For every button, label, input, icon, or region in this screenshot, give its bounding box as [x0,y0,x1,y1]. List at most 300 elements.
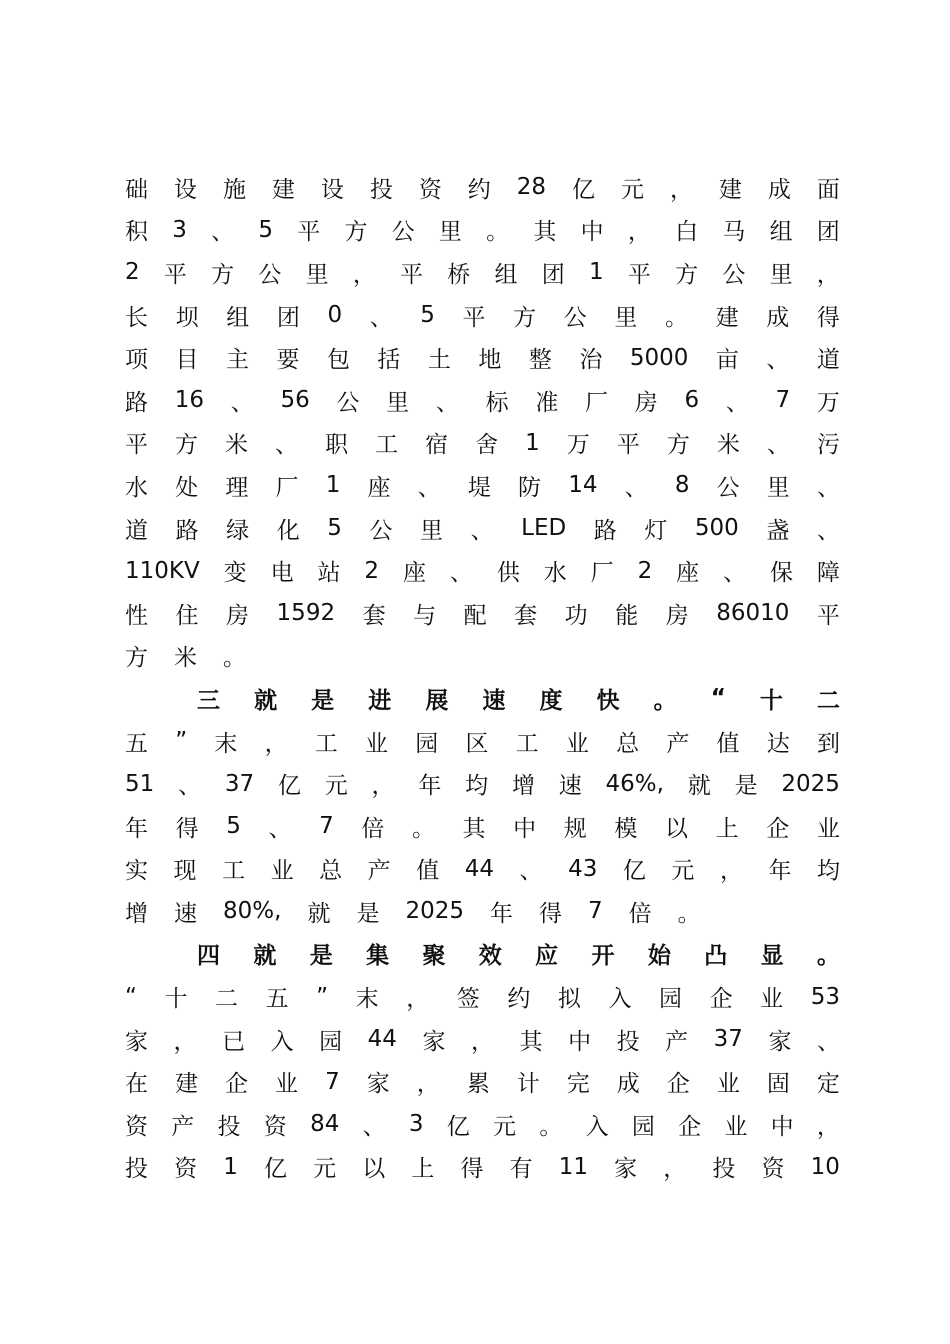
text-token: 模 [614,815,638,842]
text-token: 、 [817,1028,840,1055]
text-token: 资 [174,1156,198,1183]
text-token: 元 [313,1156,337,1183]
text-token: 、 [519,858,543,885]
text-token: 。 [411,815,435,842]
text-token: 资 [761,1156,785,1183]
text-token: 度 [539,687,563,714]
text-token: 家 [768,1028,792,1055]
text-token: 厂 [590,560,614,587]
text-token: ， [371,773,395,800]
text-token: 86010 [716,600,790,627]
text-token: 44 [367,1026,397,1053]
text-line [125,209,840,252]
text-token: 平 [163,261,187,288]
text-token: 职 [325,432,349,459]
text-token: 企 [678,1113,702,1140]
text-token: 盏 [766,517,790,544]
text-token: 值 [716,730,740,757]
text-token: 。 [486,219,510,246]
text-token: 米 [225,432,249,459]
text-token: ， [669,176,693,203]
text-token: 5000 [629,344,689,371]
text-token: 就 [253,943,277,970]
text-token: 组 [226,304,250,331]
text-token: 7 [325,1068,340,1095]
text-token: 5 [226,813,241,840]
text-token: 、 [766,432,790,459]
text-token: 2 [637,557,653,584]
text-token: 二 [215,986,239,1013]
text-token: 面 [816,176,840,203]
text-token: 投 [369,176,393,203]
text-token: 得 [538,900,562,927]
text-token: 其 [462,815,486,842]
text-token: 水 [125,474,148,501]
text-token: 企 [225,1071,249,1098]
text-line [125,720,840,763]
text-token: 亩 [715,347,739,374]
text-token: 。 [223,645,246,672]
text-token: 就 [687,773,711,800]
text-token: 房 [634,389,658,416]
text-token: 平 [616,432,640,459]
text-token: 房 [665,602,689,629]
text-token: ， [173,1028,197,1055]
text-token: 园 [659,986,683,1013]
text-token: 、 [417,474,441,501]
text-token: 末 [355,986,379,1013]
text-token: 与 [413,602,437,629]
text-token: 2 [364,557,380,584]
text-token: 家 [125,1028,148,1055]
text-token: 累 [466,1071,490,1098]
text-token: 整 [528,347,552,374]
text-token: 约 [507,986,531,1013]
text-line [125,1103,840,1146]
text-token: 56 [280,387,310,414]
text-token: 要 [276,347,300,374]
text-token: 公 [563,304,587,331]
text-token: 工 [515,730,539,757]
text-token: 10 [810,1153,840,1180]
text-token: 效 [478,943,502,970]
text-token: 3 [408,1111,424,1138]
text-token: 里 [766,474,790,501]
text-token: 集 [366,943,390,970]
text-token: ” [316,983,329,1010]
text-token: 成 [767,176,791,203]
text-token: 其 [519,1028,543,1055]
text-token: 元 [671,858,695,885]
text-token: 以 [362,1156,386,1183]
text-token: 公 [391,219,415,246]
text-token: 设 [320,176,344,203]
text-token: ， [816,261,840,288]
text-token: 业 [760,986,784,1013]
text-token: 工 [222,858,246,885]
text-token: ， [416,1071,440,1098]
text-token: 建 [718,176,742,203]
text-token: 5 [420,302,435,329]
text-token: 业 [716,1071,740,1098]
text-token: ， [352,261,376,288]
text-token: 以 [664,815,688,842]
text-token: 计 [516,1071,540,1098]
text-line [125,890,840,933]
text-token: 中 [513,815,537,842]
text-token: 平 [462,304,486,331]
text-token: 二 [816,687,840,714]
text-token: 总 [319,858,343,885]
text-token: 投 [712,1156,736,1183]
text-line [125,677,840,720]
text-token: 业 [275,1071,299,1098]
text-token: 51 [125,770,155,797]
text-token: 十 [759,687,783,714]
text-token: 年 [418,773,442,800]
text-token: 展 [425,687,449,714]
text-line [125,336,840,379]
text-token: 在 [125,1071,148,1098]
text-token: 配 [463,602,487,629]
text-token: 均 [465,773,489,800]
text-token: 五 [125,730,148,757]
text-token: 组 [769,219,793,246]
text-token: 功 [564,602,588,629]
text-token: 已 [222,1028,246,1055]
text-token: 园 [415,730,439,757]
text-token: 保 [769,560,793,587]
text-token: 建 [175,1071,199,1098]
text-token: 值 [416,858,440,885]
text-token: 、 [624,474,648,501]
text-token: 。 [653,687,677,714]
text-token: 产 [367,858,391,885]
text-token: ， [627,219,651,246]
text-token: 、 [470,517,494,544]
text-token: 房 [226,602,250,629]
text-token: 桥 [447,261,471,288]
text-token: 企 [709,986,733,1013]
text-token: 成 [616,1071,640,1098]
text-token: 障 [816,560,840,587]
text-line [125,379,840,422]
text-token: 是 [356,900,380,927]
text-token: 80%, [223,898,282,925]
text-token: 500 [694,515,739,542]
text-token: 站 [317,560,341,587]
text-token: 变 [223,560,247,587]
text-token: 产 [171,1113,195,1140]
text-line [125,975,840,1018]
text-token: 37 [224,770,255,797]
text-token: 年 [125,815,148,842]
text-token: 四 [197,943,220,970]
text-token: 、 [816,517,840,544]
text-token: 方 [666,432,690,459]
text-token: 中 [580,219,604,246]
text-token: 家 [366,1071,390,1098]
text-token: 三 [197,687,220,714]
text-line [125,507,840,550]
text-token: 方 [675,261,699,288]
text-token: 区 [465,730,489,757]
text-token: ， [406,986,430,1013]
text-token: 7 [775,387,791,414]
text-token: 舍 [475,432,499,459]
text-token: 建 [715,304,739,331]
text-token: 里 [420,517,444,544]
text-token: 路 [125,389,148,416]
text-token: 米 [174,645,197,672]
text-token: 16 [174,387,204,414]
text-token: ， [663,1156,687,1183]
text-token: ， [719,858,743,885]
text-line [125,422,840,465]
text-token: 7 [587,898,603,925]
text-token: 得 [460,1156,484,1183]
text-token: 入 [270,1028,294,1055]
text-token: 土 [427,347,451,374]
text-token: 、 [449,560,473,587]
text-token: 速 [482,687,506,714]
text-token: 签 [456,986,480,1013]
text-token: 路 [593,517,617,544]
text-token: 1 [525,429,540,456]
text-token: 元 [324,773,348,800]
text-line [125,1060,840,1103]
text-token: 0 [327,302,343,329]
text-token: 7 [319,813,334,840]
text-token: 拟 [557,986,581,1013]
text-token: 其 [533,219,557,246]
text-token: 里 [769,261,793,288]
text-token: 完 [566,1071,590,1098]
text-token: 业 [724,1113,748,1140]
text-token: 1 [588,259,604,286]
text-token: 资 [263,1113,287,1140]
text-token: 入 [585,1113,609,1140]
text-token: 均 [817,858,840,885]
text-token: 1592 [276,600,336,627]
text-token: 组 [494,261,518,288]
text-token: 44 [464,855,494,882]
text-line [125,166,840,209]
text-token: 成 [766,304,790,331]
text-token: 元 [620,176,644,203]
text-token: 括 [377,347,401,374]
text-token: 平 [627,261,651,288]
text-token: 工 [314,730,338,757]
text-token: 施 [222,176,246,203]
text-token: 长 [125,304,148,331]
text-token: 总 [616,730,640,757]
text-token: 企 [766,815,790,842]
text-line [125,762,840,805]
text-token: 万 [816,389,840,416]
text-token: 性 [125,602,148,629]
text-token: 5 [327,515,342,542]
text-token: 28 [516,174,547,201]
text-token: 路 [175,517,199,544]
text-token: 年 [489,900,513,927]
text-token: 上 [715,815,739,842]
text-token: 目 [175,347,199,374]
text-token: 、 [369,304,393,331]
text-line [125,549,840,592]
text-token: 公 [716,474,740,501]
text-token: 2025 [405,898,464,925]
text-token: 平 [125,432,148,459]
text-token: 资 [125,1113,148,1140]
text-token: 能 [615,602,639,629]
text-token: 37 [713,1026,743,1053]
text-token: 中 [568,1028,592,1055]
text-token: 凸 [704,943,728,970]
text-token: 园 [631,1113,655,1140]
text-token: 倍 [628,900,652,927]
text-token: 家 [422,1028,446,1055]
text-token: 11 [558,1153,589,1180]
text-token: 套 [514,602,538,629]
text-token: 绿 [226,517,250,544]
text-token: 座 [367,474,391,501]
text-token: 就 [307,900,331,927]
text-token: 方 [513,304,537,331]
text-token: 厂 [275,474,299,501]
text-token: 团 [541,261,565,288]
text-token: 43 [568,855,598,882]
text-token: 到 [816,730,840,757]
text-token: 包 [326,347,350,374]
text-token: 里 [614,304,638,331]
text-token: 得 [816,304,840,331]
text-token: 。 [677,900,701,927]
text-token: 公 [722,261,746,288]
text-token: 供 [496,560,520,587]
text-token: 、 [766,347,790,374]
text-token: 是 [734,773,758,800]
text-token: 实 [125,858,148,885]
text-token: 亿 [572,176,595,203]
text-token: 5 [258,216,273,243]
text-line [125,251,840,294]
text-token: 、 [725,389,749,416]
text-token: 灯 [644,517,668,544]
text-token: 标 [485,389,509,416]
text-token: 住 [175,602,199,629]
text-token: 准 [535,389,559,416]
text-token: 十 [164,986,188,1013]
text-token: 电 [270,560,294,587]
text-token: 8 [674,472,690,499]
text-token: 3 [172,216,187,243]
text-token: ， [816,1113,840,1140]
text-token: 倍 [361,815,385,842]
text-token: 、 [211,219,235,246]
text-token: 五 [265,986,289,1013]
text-token: 治 [579,347,603,374]
text-token: 万 [566,432,590,459]
text-token: 道 [816,347,840,374]
text-token: ” [175,728,188,755]
text-token: 地 [478,347,502,374]
text-token: 投 [616,1028,640,1055]
text-token: 规 [563,815,587,842]
text-token: 理 [225,474,249,501]
text-token: 业 [816,815,840,842]
text-token: 始 [647,943,671,970]
text-token: 就 [254,687,278,714]
text-token: 、 [230,389,254,416]
text-token: 2025 [781,770,840,797]
body-text [125,166,840,1188]
text-token: 应 [535,943,559,970]
text-token: 水 [543,560,567,587]
text-token: 定 [816,1071,840,1098]
text-line [125,1018,840,1061]
text-token: 增 [511,773,535,800]
text-token: 。 [664,304,688,331]
text-token: 14 [568,472,598,499]
text-token: 现 [173,858,197,885]
text-token: 、 [275,432,299,459]
text-token: 84 [310,1111,340,1138]
text-token: 座 [402,560,426,587]
text-token: 公 [369,517,393,544]
text-token: 、 [268,815,292,842]
text-token: 是 [311,687,335,714]
text-token: 园 [319,1028,343,1055]
text-token: 是 [309,943,333,970]
text-token: 项 [125,347,148,374]
text-token: 1 [325,472,341,499]
text-token: 末 [214,730,238,757]
text-line [125,805,840,848]
text-token: 主 [225,347,249,374]
text-token: 、 [178,773,202,800]
text-line [125,933,840,976]
text-line [125,635,840,678]
text-token: 团 [276,304,300,331]
text-token: 速 [174,900,197,927]
text-token: 化 [276,517,300,544]
text-token: 里 [305,261,329,288]
text-token: ， [264,730,288,757]
text-token: 产 [665,1028,689,1055]
text-token: 道 [125,517,148,544]
text-token: “ [710,685,726,712]
text-token: 有 [509,1156,533,1183]
text-token: 显 [760,943,784,970]
text-token: 。 [539,1113,563,1140]
text-token: 快 [596,687,620,714]
text-token: 套 [362,602,386,629]
text-token: 座 [676,560,700,587]
text-token: 方 [211,261,235,288]
text-token: 平 [400,261,424,288]
text-token: 家 [614,1156,638,1183]
text-token: 处 [175,474,199,501]
text-token: 宿 [425,432,449,459]
text-token: 平 [816,602,840,629]
text-token: 厂 [585,389,609,416]
text-token: 亿 [277,773,301,800]
text-line [125,848,840,891]
text-token: 建 [271,176,295,203]
text-line [125,294,840,337]
text-token: 得 [175,815,199,842]
